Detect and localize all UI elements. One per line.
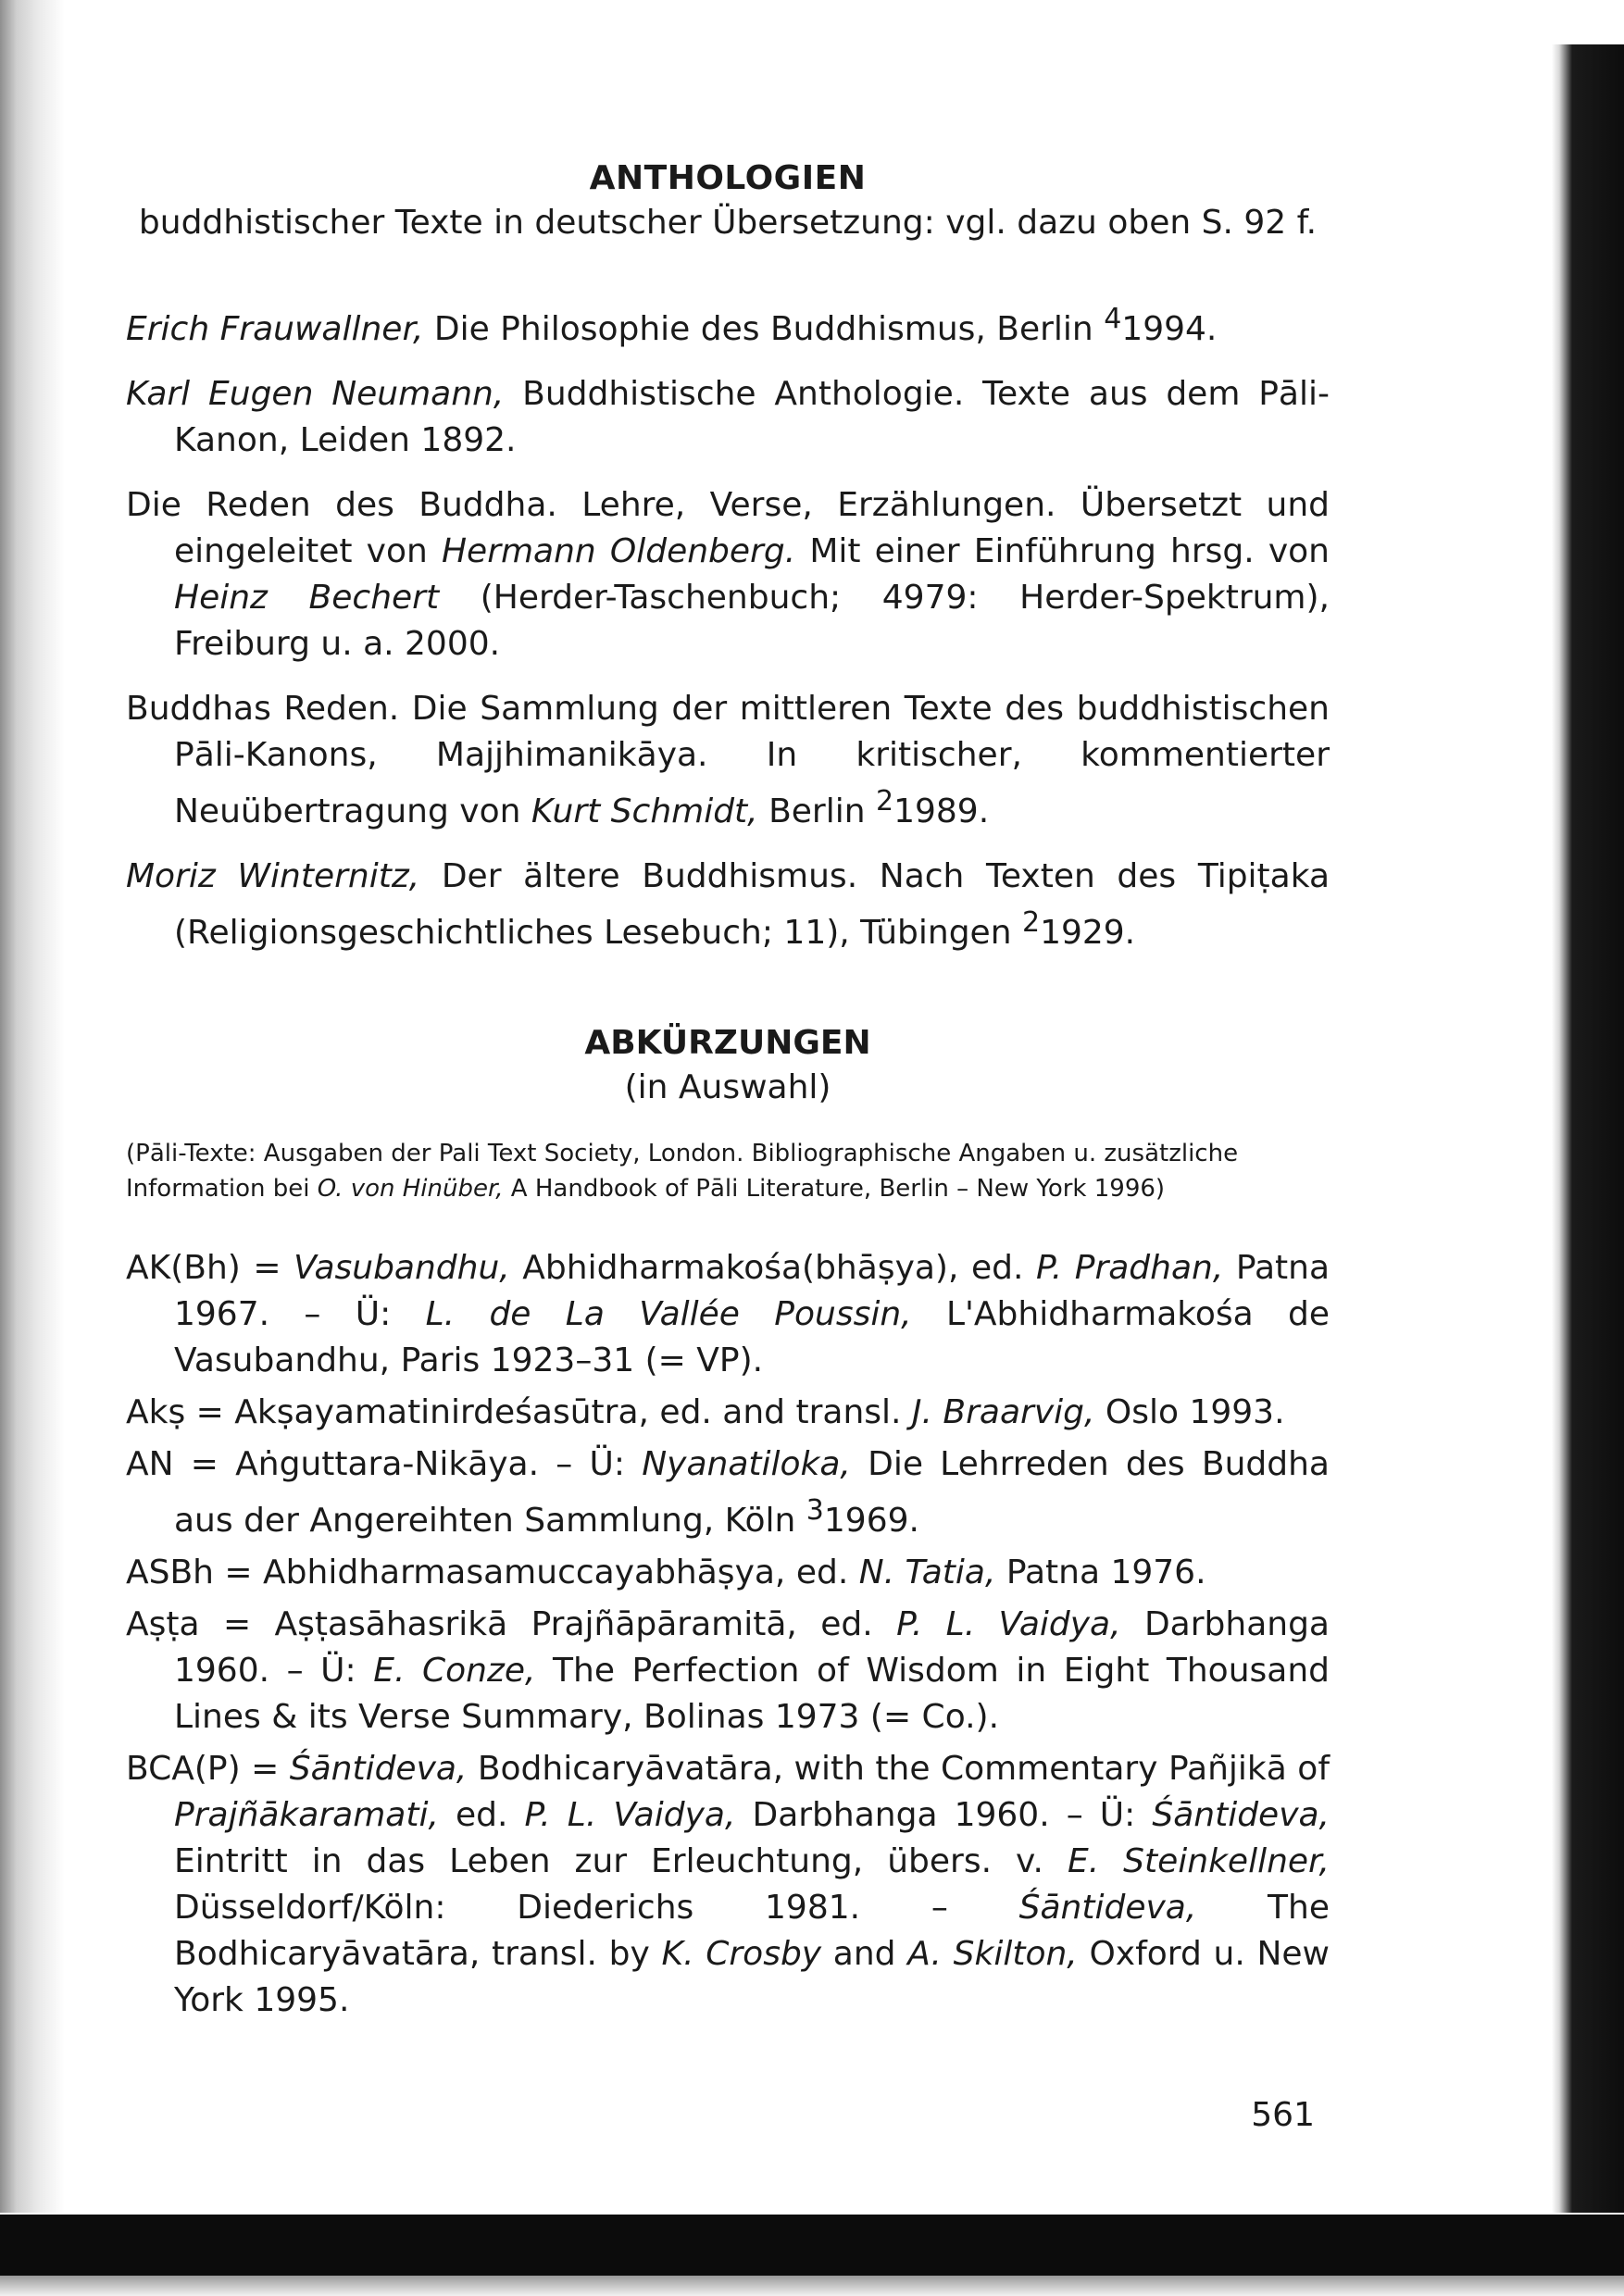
section-title-anthologien: ANTHOLOGIEN bbox=[589, 159, 867, 197]
entry-author: Erich Frauwallner, bbox=[126, 310, 424, 348]
bibliography-entry: Die Reden des Buddha. Lehre, Verse, Erzählungen. Übersetzt und eingeleitet von Hermann Oldenberg. Mit einer Einführung hrsg. von Heinz Bechert (Herder-Taschenbuch; 4979: Herder-Spektrum), Freiburg u. a. 2000. bbox=[126, 486, 1330, 663]
bibliography-entry: Moriz Winternitz, Der ältere Buddhismus. Nach Texten des Tipiṭaka (Religionsgeschichtliches Lesebuch; 11), Tübingen $^2$1929. bbox=[126, 857, 1330, 952]
bibliography-entry: Erich Frauwallner, Die Philosophie des Buddhismus, Berlin $^4$1994. bbox=[126, 303, 1218, 348]
section-title-abkuerzungen: ABKÜRZUNGEN bbox=[584, 1024, 871, 1062]
section-note: (Pāli-Texte: Ausgaben der Pali Text Society, London. Bibliographische Angaben u. zusätzliche Information bei O. von Hinüber, A Handbook of Pāli Literature, Berlin – New York 1996) bbox=[126, 1140, 1239, 1203]
abbreviations-section bbox=[126, 1021, 1330, 2024]
scan-shadow-bottom bbox=[0, 2215, 1624, 2276]
abbreviation-entry: BCA(P) = Śāntideva, Bodhicaryāvatāra, with the Commentary Pañjikā of Prajñākaramati, ed. P. L. Vaidya, Darbhanga 1960. – Ü: Śāntideva, Eintritt in das Leben zur Erleuchtung, übers. v. E. Steinkellner, Düsseldorf/Köln: Diederichs 1981. – Śāntideva, The Bodhicaryāvatāra, transl. by K. Crosby and A. Skilton, Oxford u. New York 1995. bbox=[126, 1750, 1330, 2019]
scan-shadow-right bbox=[1552, 44, 1624, 2213]
section-intro: buddhistischer Texte in deutscher Übersetzung: vgl. dazu oben S. 92 f. bbox=[138, 204, 1318, 242]
abbreviation-entry: AK(Bh) = Vasubandhu, Abhidharmakośa(bhāṣya), ed. P. Pradhan, Patna 1967. – Ü: L. de La Vallée Poussin, L'Abhidharmakośa de Vasubandhu, Paris 1923–31 (= VP). bbox=[126, 1249, 1330, 1379]
abbreviation-entry: ASBh = Abhidharmasamuccayabhāṣya, ed. N. Tatia, Patna 1976. bbox=[126, 1554, 1206, 1591]
section-subtitle: (in Auswahl) bbox=[624, 1068, 831, 1106]
bibliography-entry: Buddhas Reden. Die Sammlung der mittleren Texte des buddhistischen Pāli-Kanons, Majjhimanikāya. In kritischer, kommentierter Neuübertragung von Kurt Schmidt, Berlin $^2$1989. bbox=[126, 690, 1330, 830]
entry-author: Moriz Winternitz, bbox=[126, 857, 420, 895]
abbreviation-entry: Aṣṭa = Aṣṭasāhasrikā Prajñāpāramitā, ed. P. L. Vaidya, Darbhanga 1960. – Ü: E. Conze, The Perfection of Wisdom in Eight Thousand Lines & its Verse Summary, Bolinas 1973 (= Co.). bbox=[126, 1605, 1330, 1736]
page-number: 561 bbox=[1251, 2096, 1315, 2134]
scan-edge-bottom bbox=[0, 2276, 1624, 2296]
abbreviation-list bbox=[126, 1245, 1330, 2024]
page-content bbox=[126, 157, 1330, 2029]
abbreviation-entry: Akṣ = Akṣayamatinirdeśasūtra, ed. and transl. J. Braarvig, Oslo 1993. bbox=[126, 1393, 1285, 1431]
abbreviation-entry: AN = Aṅguttara-Nikāya. – Ü: Nyanatiloka, Die Lehrreden des Buddha aus der Angereihten Sammlung, Köln $^3$1969. bbox=[126, 1445, 1330, 1540]
entry-author: Karl Eugen Neumann, bbox=[126, 375, 505, 413]
bibliography-list bbox=[126, 296, 1330, 956]
bibliography-entry: Karl Eugen Neumann, Buddhistische Anthologie. Texte aus dem Pāli-Kanon, Leiden 1892. bbox=[126, 375, 1330, 459]
scan-shadow-left bbox=[0, 0, 65, 2213]
